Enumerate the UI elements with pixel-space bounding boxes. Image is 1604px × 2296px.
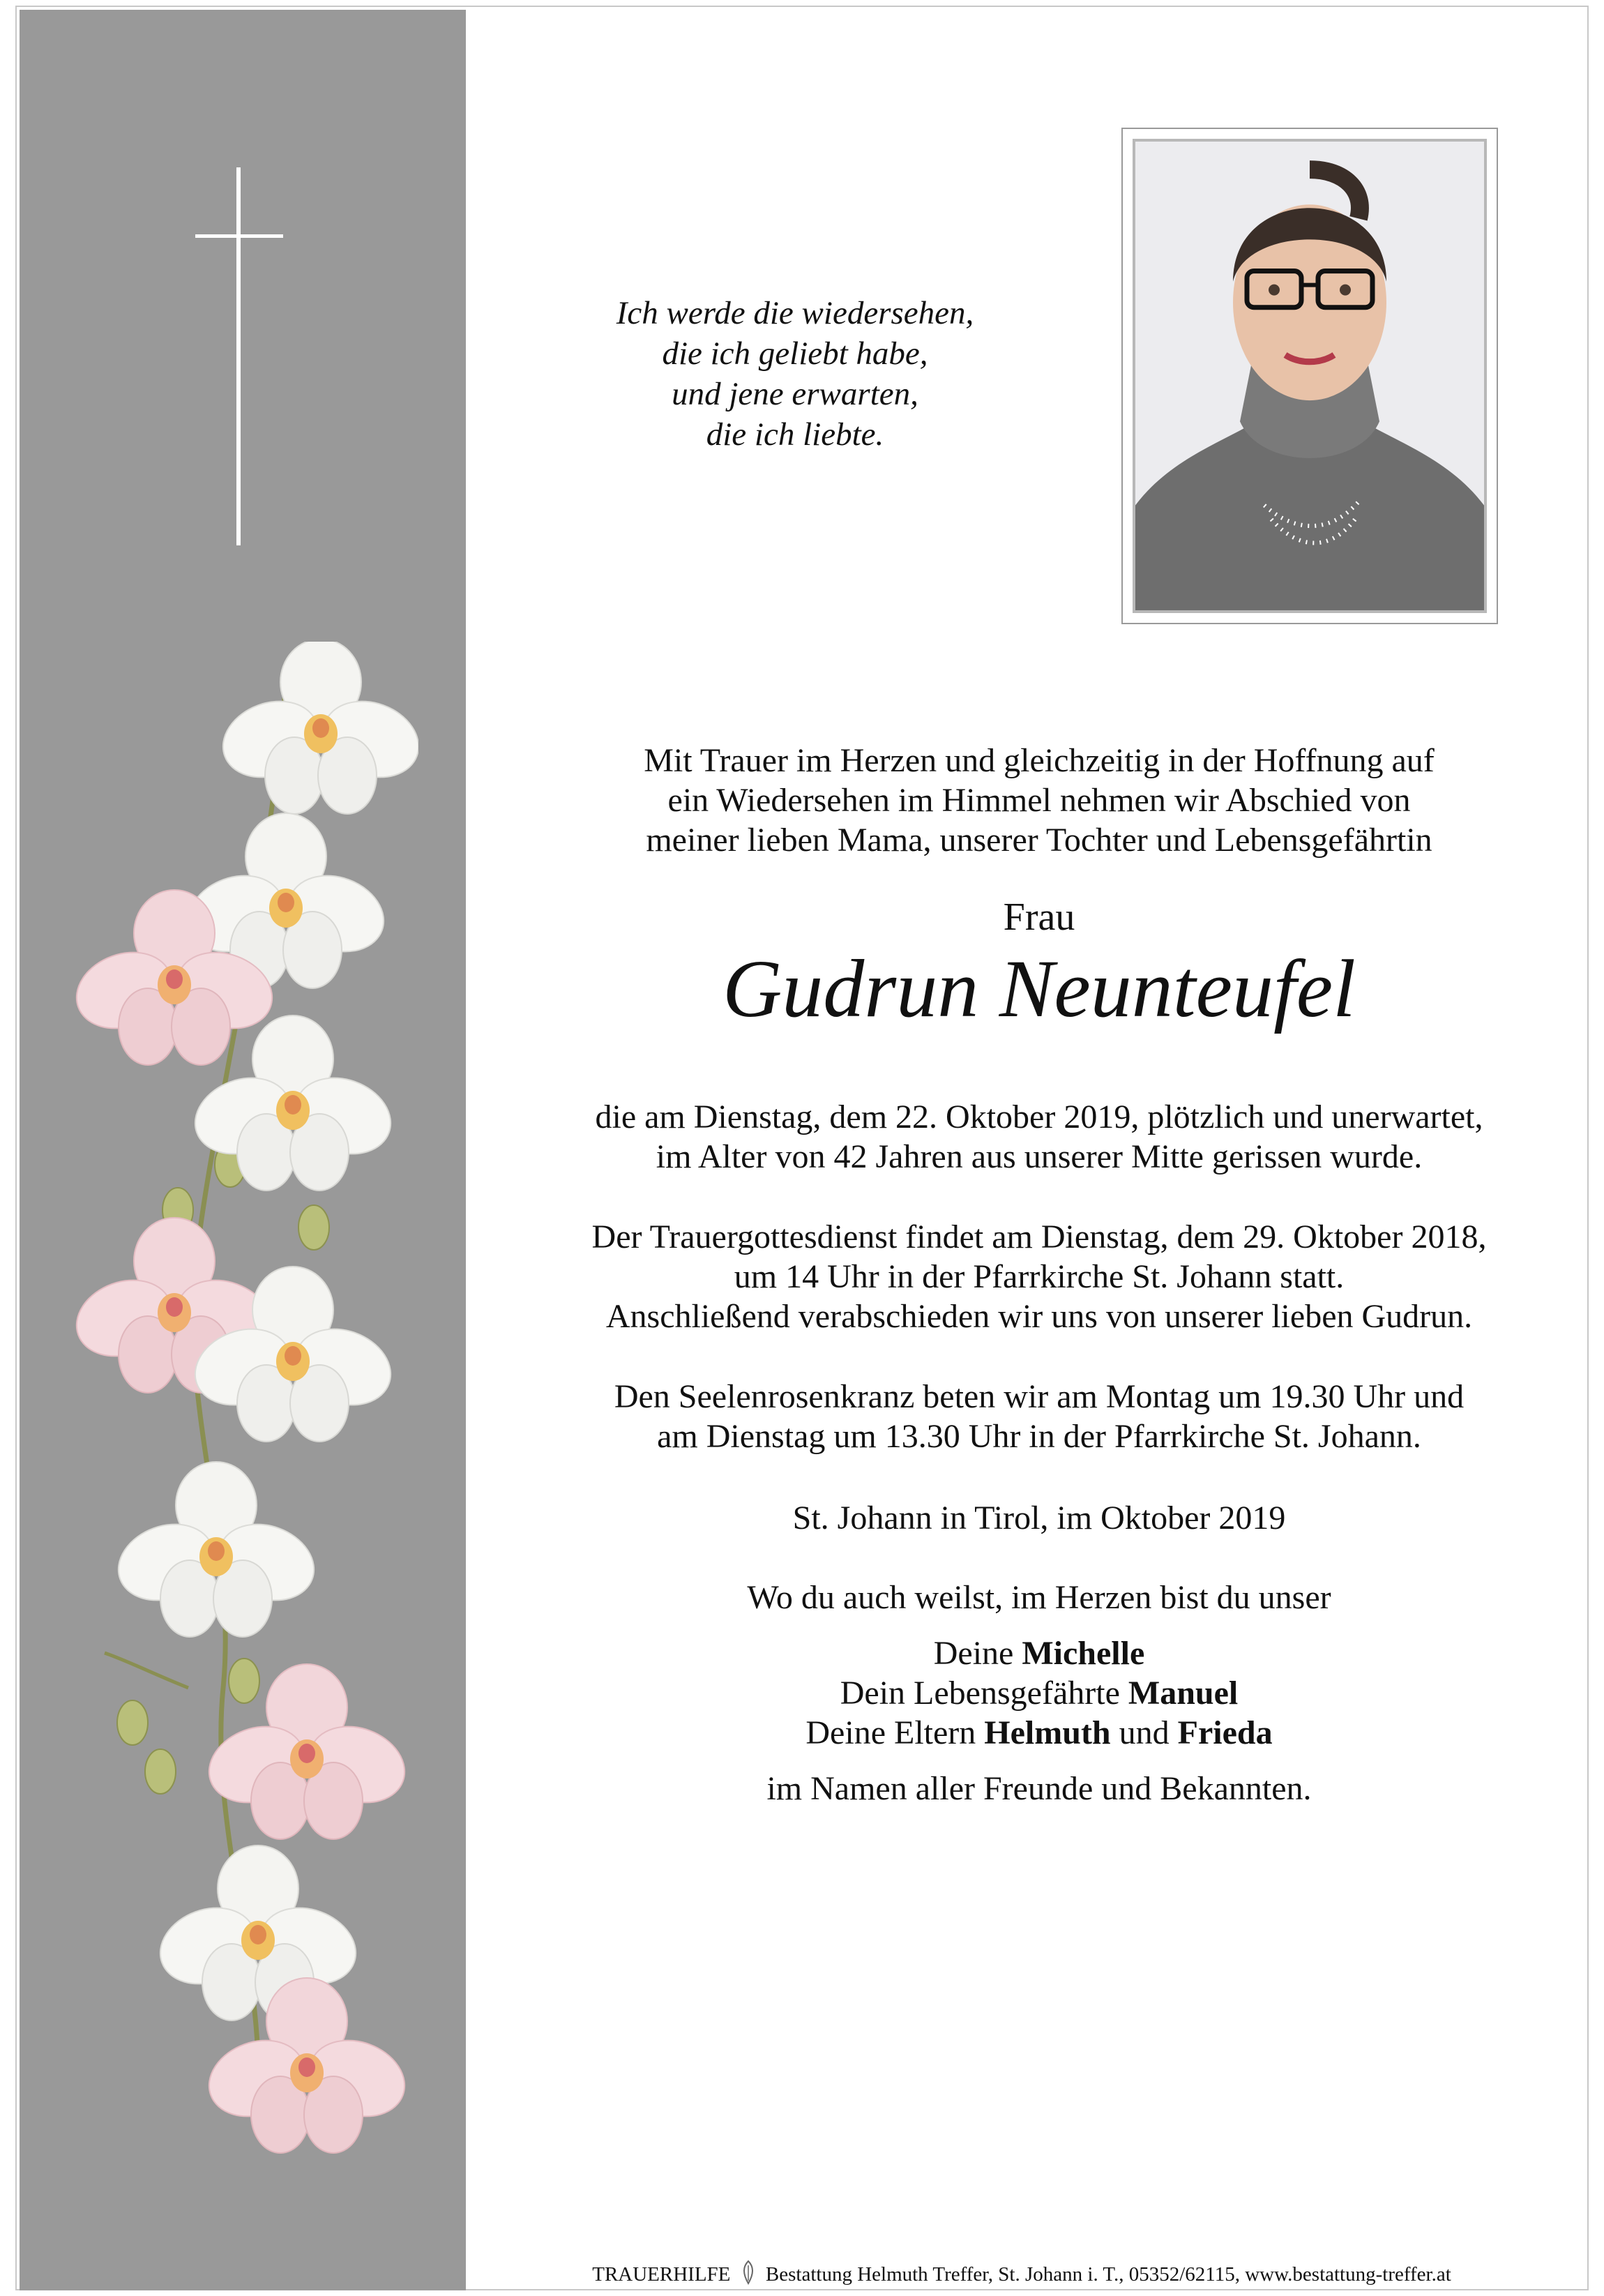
intro-paragraph xyxy=(481,741,1597,860)
rosary-line: Den Seelenrosenkranz beten wir am Montag um 19.30 Uhr und xyxy=(614,1378,1465,1415)
signer-name: Frieda xyxy=(1177,1714,1273,1751)
cross-icon xyxy=(195,167,283,545)
footer xyxy=(446,2260,1597,2286)
intro-line: ein Wiedersehen im Himmel nehmen wir Abschied von xyxy=(667,782,1411,819)
quote-line: und jene erwarten, xyxy=(672,376,918,412)
closing-line: Wo du auch weilst, im Herzen bist du unser xyxy=(747,1579,1331,1616)
quote-line: die ich geliebt habe, xyxy=(662,335,928,372)
rosary-paragraph xyxy=(481,1377,1597,1456)
quote-line: Ich werde die wiedersehen, xyxy=(616,295,974,331)
death-notice-line: im Alter von 42 Jahren aus unserer Mitte gerissen wurde. xyxy=(656,1138,1423,1175)
service-line: Der Trauergottesdienst findet am Dienstag, dem 29. Oktober 2018, xyxy=(591,1218,1487,1255)
signer-prefix: Deine xyxy=(933,1635,1022,1672)
signer-line xyxy=(481,1713,1597,1753)
quote-line: die ich liebte. xyxy=(706,416,884,453)
service-paragraph xyxy=(481,1217,1597,1336)
death-notice-paragraph xyxy=(481,1097,1597,1177)
trauerhilfe-logo-icon xyxy=(740,2260,757,2285)
death-notice-line: die am Dienstag, dem 22. Oktober 2019, plötzlich und unerwartet, xyxy=(595,1098,1483,1135)
signer-line xyxy=(481,1633,1597,1673)
obituary-text xyxy=(481,741,1597,1808)
rosary-line: am Dienstag um 13.30 Uhr in der Pfarrkirche St. Johann. xyxy=(657,1418,1421,1455)
signer-name: Helmuth xyxy=(984,1714,1111,1751)
place-date: St. Johann in Tirol, im Oktober 2019 xyxy=(792,1500,1286,1536)
signer-prefix: Dein Lebensgefährte xyxy=(840,1675,1128,1712)
service-line: um 14 Uhr in der Pfarrkirche St. Johann statt. xyxy=(734,1258,1345,1295)
signer-prefix: Deine Eltern xyxy=(805,1714,985,1751)
intro-line: Mit Trauer im Herzen und gleichzeitig in der Hoffnung auf xyxy=(644,742,1435,779)
signer-connector: und xyxy=(1110,1714,1178,1751)
deceased-name: Gudrun Neunteufel xyxy=(722,943,1356,1034)
memorial-quote xyxy=(509,293,1081,455)
signers-list xyxy=(481,1633,1597,1753)
salutation: Frau xyxy=(1003,896,1075,939)
portrait-photo xyxy=(1133,139,1487,613)
intro-line: meiner lieben Mama, unserer Tochter und Lebensgefährtin xyxy=(646,822,1432,859)
service-line: Anschließend verabschieden wir uns von unserer lieben Gudrun. xyxy=(605,1298,1473,1335)
signer-line xyxy=(481,1673,1597,1713)
friends-line: im Namen aller Freunde und Bekannten. xyxy=(766,1770,1312,1807)
signer-name: Michelle xyxy=(1022,1635,1145,1672)
signer-name: Manuel xyxy=(1128,1675,1239,1712)
orchid-branch-image xyxy=(56,642,418,2162)
footer-details: Bestattung Helmuth Treffer, St. Johann i. T., 05352/62115, www.bestattung-treffer.at xyxy=(765,2263,1451,2286)
footer-brand: TRAUERHILFE xyxy=(592,2263,731,2286)
portrait-frame xyxy=(1121,128,1498,624)
